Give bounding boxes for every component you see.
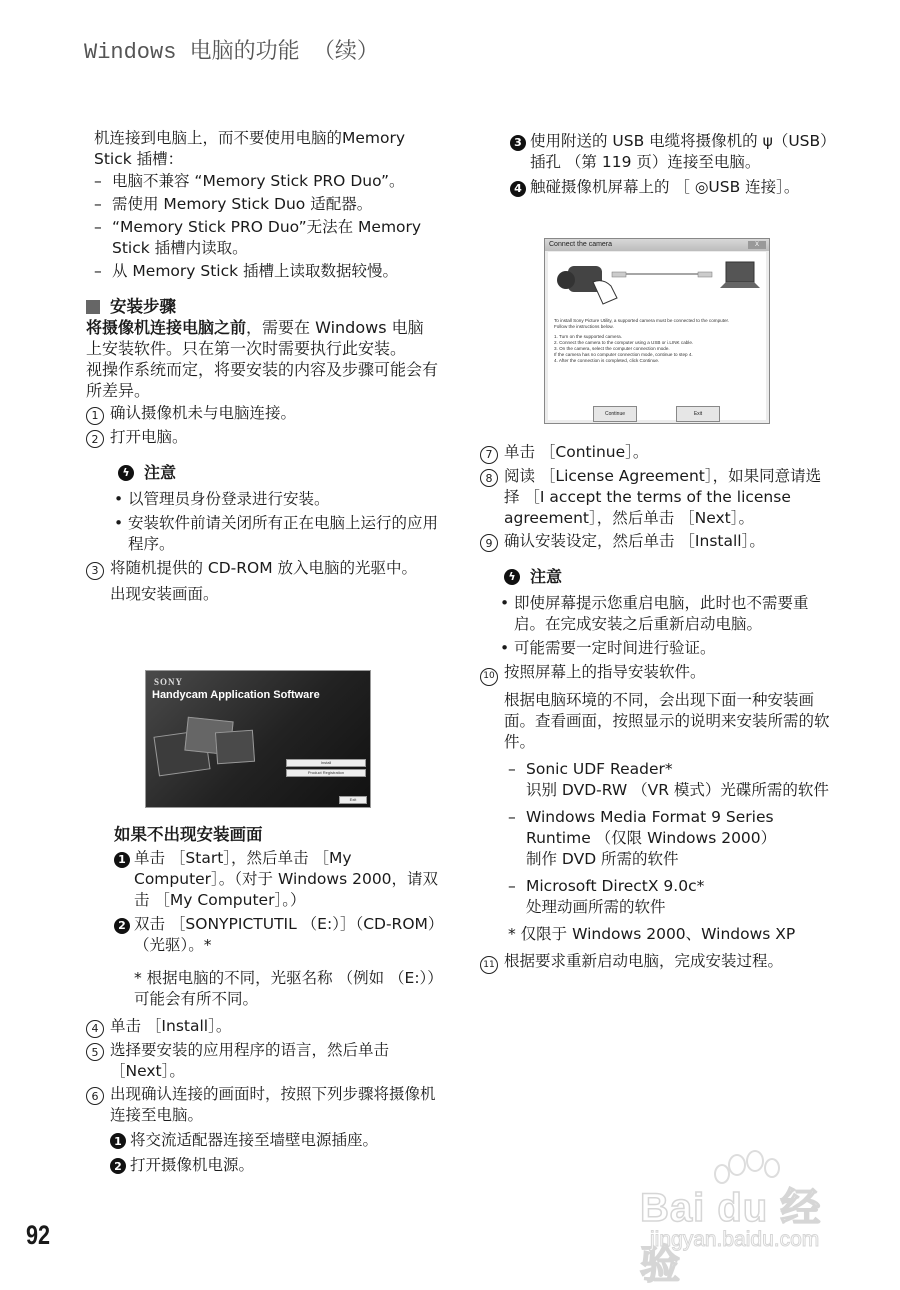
left-steps-continued bbox=[86, 1014, 436, 1176]
step-10-para: 根据电脑环境的不同，会出现下面一种安装画面。查看画面，按照显示的说明来安装所需的软件。 bbox=[504, 690, 830, 751]
software-footnote: * 仅限于 Windows 2000、Windows XP bbox=[508, 924, 796, 943]
lead-paragraph: 将摄像机连接电脑之前，需要在 Windows 电脑上安装软件。只在第一次时需要执行此安装。 bbox=[86, 318, 424, 358]
note-heading: ϟ 注意 bbox=[504, 566, 830, 587]
note-bullet: • 安装软件前请关闭所有正在电脑上运行的应用程序。 bbox=[114, 514, 439, 553]
right-column-steps bbox=[480, 440, 830, 974]
step-8: 8 阅读 ［License Agreement］，如果同意请选择 ［I accept the terms of the license agreement］，然后单击 ［Next］。 bbox=[480, 466, 830, 529]
page-header-title: Windows 电脑的功能 （续） bbox=[84, 40, 379, 65]
close-icon[interactable]: X bbox=[748, 241, 766, 249]
step-10: 10 按照屏幕上的指导安装软件。 bbox=[480, 662, 830, 686]
dash-item: – 需使用 Memory Stick Duo 适配器。 bbox=[94, 195, 373, 213]
software-item: – Microsoft DirectX 9.0c* 处理动画所需的软件 bbox=[508, 876, 705, 916]
continue-button[interactable]: Continue bbox=[593, 406, 637, 422]
software-item: – Windows Media Format 9 Series Runtime （仅限 Windows 2000） 制作 DVD 所需的软件 bbox=[508, 807, 777, 868]
step-1: 1 确认摄像机未与电脑连接。 bbox=[86, 403, 439, 425]
step-6-sub: 2 打开摄像机电源。 bbox=[110, 1155, 436, 1176]
section-heading: 安装步骤 bbox=[86, 296, 439, 317]
caution-icon: ϟ bbox=[118, 465, 134, 481]
product-registration-button[interactable]: Product Registration bbox=[286, 769, 366, 777]
step-3: 3 将随机提供的 CD-ROM 放入电脑的光驱中。 bbox=[86, 558, 439, 580]
step-4: 4 单击 ［Install］。 bbox=[86, 1016, 436, 1038]
note-bullet: • 以管理员身份登录进行安装。 bbox=[114, 490, 330, 508]
right-column-top bbox=[510, 128, 830, 198]
step-6-sub: 3 使用附送的 USB 电缆将摄像机的 ψ（USB）插孔 （第 119 页）连接至电脑。 bbox=[510, 131, 830, 173]
step-3-result: 出现安装画面。 bbox=[110, 584, 219, 603]
note-bullet: • 即使屏幕提示您重启电脑，此时也不需要重启。在完成安装之后重新启动电脑。 bbox=[500, 594, 809, 633]
no-screen-item: 2 双击 ［SONYPICTUTIL （E:）］（CD-ROM）（光驱）。* bbox=[114, 914, 444, 956]
footnote: * 根据电脑的不同，光驱名称 （例如 （E:））可能会有所不同。 bbox=[134, 969, 443, 1008]
install-button[interactable]: Install bbox=[286, 759, 366, 767]
left-column bbox=[86, 128, 439, 605]
no-screen-heading: 如果不出现安装画面 bbox=[114, 825, 263, 844]
software-item: – Sonic UDF Reader* 识别 DVD-RW （VR 模式）光碟所需的软件 bbox=[508, 759, 829, 799]
step-6-sub: 1 将交流适配器连接至墙壁电源插座。 bbox=[110, 1130, 436, 1151]
baidu-watermark bbox=[640, 1150, 860, 1287]
camera-to-laptop-illustration bbox=[548, 252, 766, 312]
install-screen-screenshot bbox=[145, 670, 371, 808]
step-2: 2 打开电脑。 bbox=[86, 427, 439, 449]
dash-item: – 电脑不兼容 “Memory Stick PRO Duo”。 bbox=[94, 172, 405, 190]
watermark-logo: Bai du 经验 bbox=[640, 1186, 822, 1287]
step-6-sub: 4 触碰摄像机屏幕上的 ［ ◎USB 连接］。 bbox=[510, 177, 830, 198]
step-9: 9 确认安装设定，然后单击 ［Install］。 bbox=[480, 531, 830, 553]
dialog-titlebar: Connect the camera X bbox=[545, 239, 769, 251]
paw-icon bbox=[728, 1154, 746, 1176]
os-note-paragraph: 视操作系统而定，将要安装的内容及步骤可能会有所差异。 bbox=[86, 360, 439, 400]
photo-image bbox=[215, 730, 255, 765]
exit-button[interactable]: Exit bbox=[676, 406, 720, 422]
dialog-instructions: To install Sony Picture Utility, a supported camera must be connected to the computer. Follow the instructions below. 1. Turn on the supported camera. 2. Connect the camera to the computer using a USB or i.LINK cable. 3. On the camera, select the computer connection mode. If the camera has no computer connection mode, continue to step 4. 4. After the connection is completed, click Continue. bbox=[554, 318, 730, 363]
note-heading: ϟ 注意 bbox=[118, 462, 439, 483]
no-screen-section bbox=[114, 824, 444, 1010]
dash-item: – 从 Memory Stick 插槽上读取数据较慢。 bbox=[94, 262, 399, 280]
step-5: 5 选择要安装的应用程序的语言，然后单击 ［Next］。 bbox=[86, 1040, 436, 1082]
connect-camera-dialog-screenshot bbox=[544, 238, 770, 424]
watermark-site: jingyan.baidu.com bbox=[650, 1228, 820, 1251]
exit-button[interactable]: Exit bbox=[339, 796, 367, 804]
dash-item: – “Memory Stick PRO Duo”无法在 Memory Stick 插槽内读取。 bbox=[94, 218, 422, 257]
step-11: 11 根据要求重新启动电脑，完成安装过程。 bbox=[480, 951, 830, 975]
step-7: 7 单击 ［Continue］。 bbox=[480, 442, 830, 464]
note-bullet: • 可能需要一定时间进行验证。 bbox=[500, 639, 716, 657]
step-6: 6 出现确认连接的画面时，按照下列步骤将摄像机连接至电脑。 bbox=[86, 1084, 436, 1126]
square-bullet-icon bbox=[86, 300, 100, 314]
intro-text: 机连接到电脑上，而不要使用电脑的Memory Stick 插槽： bbox=[94, 129, 406, 168]
sony-logo: SONY bbox=[154, 677, 184, 687]
caution-icon: ϟ bbox=[504, 569, 520, 585]
software-list bbox=[508, 759, 830, 945]
page-number: 92 bbox=[26, 1220, 51, 1250]
no-screen-item: 1 单击 ［Start］，然后单击 ［My Computer］。（对于 Windows 2000，请双击 ［My Computer］。） bbox=[114, 848, 444, 911]
app-title: Handycam Application Software bbox=[152, 689, 320, 701]
